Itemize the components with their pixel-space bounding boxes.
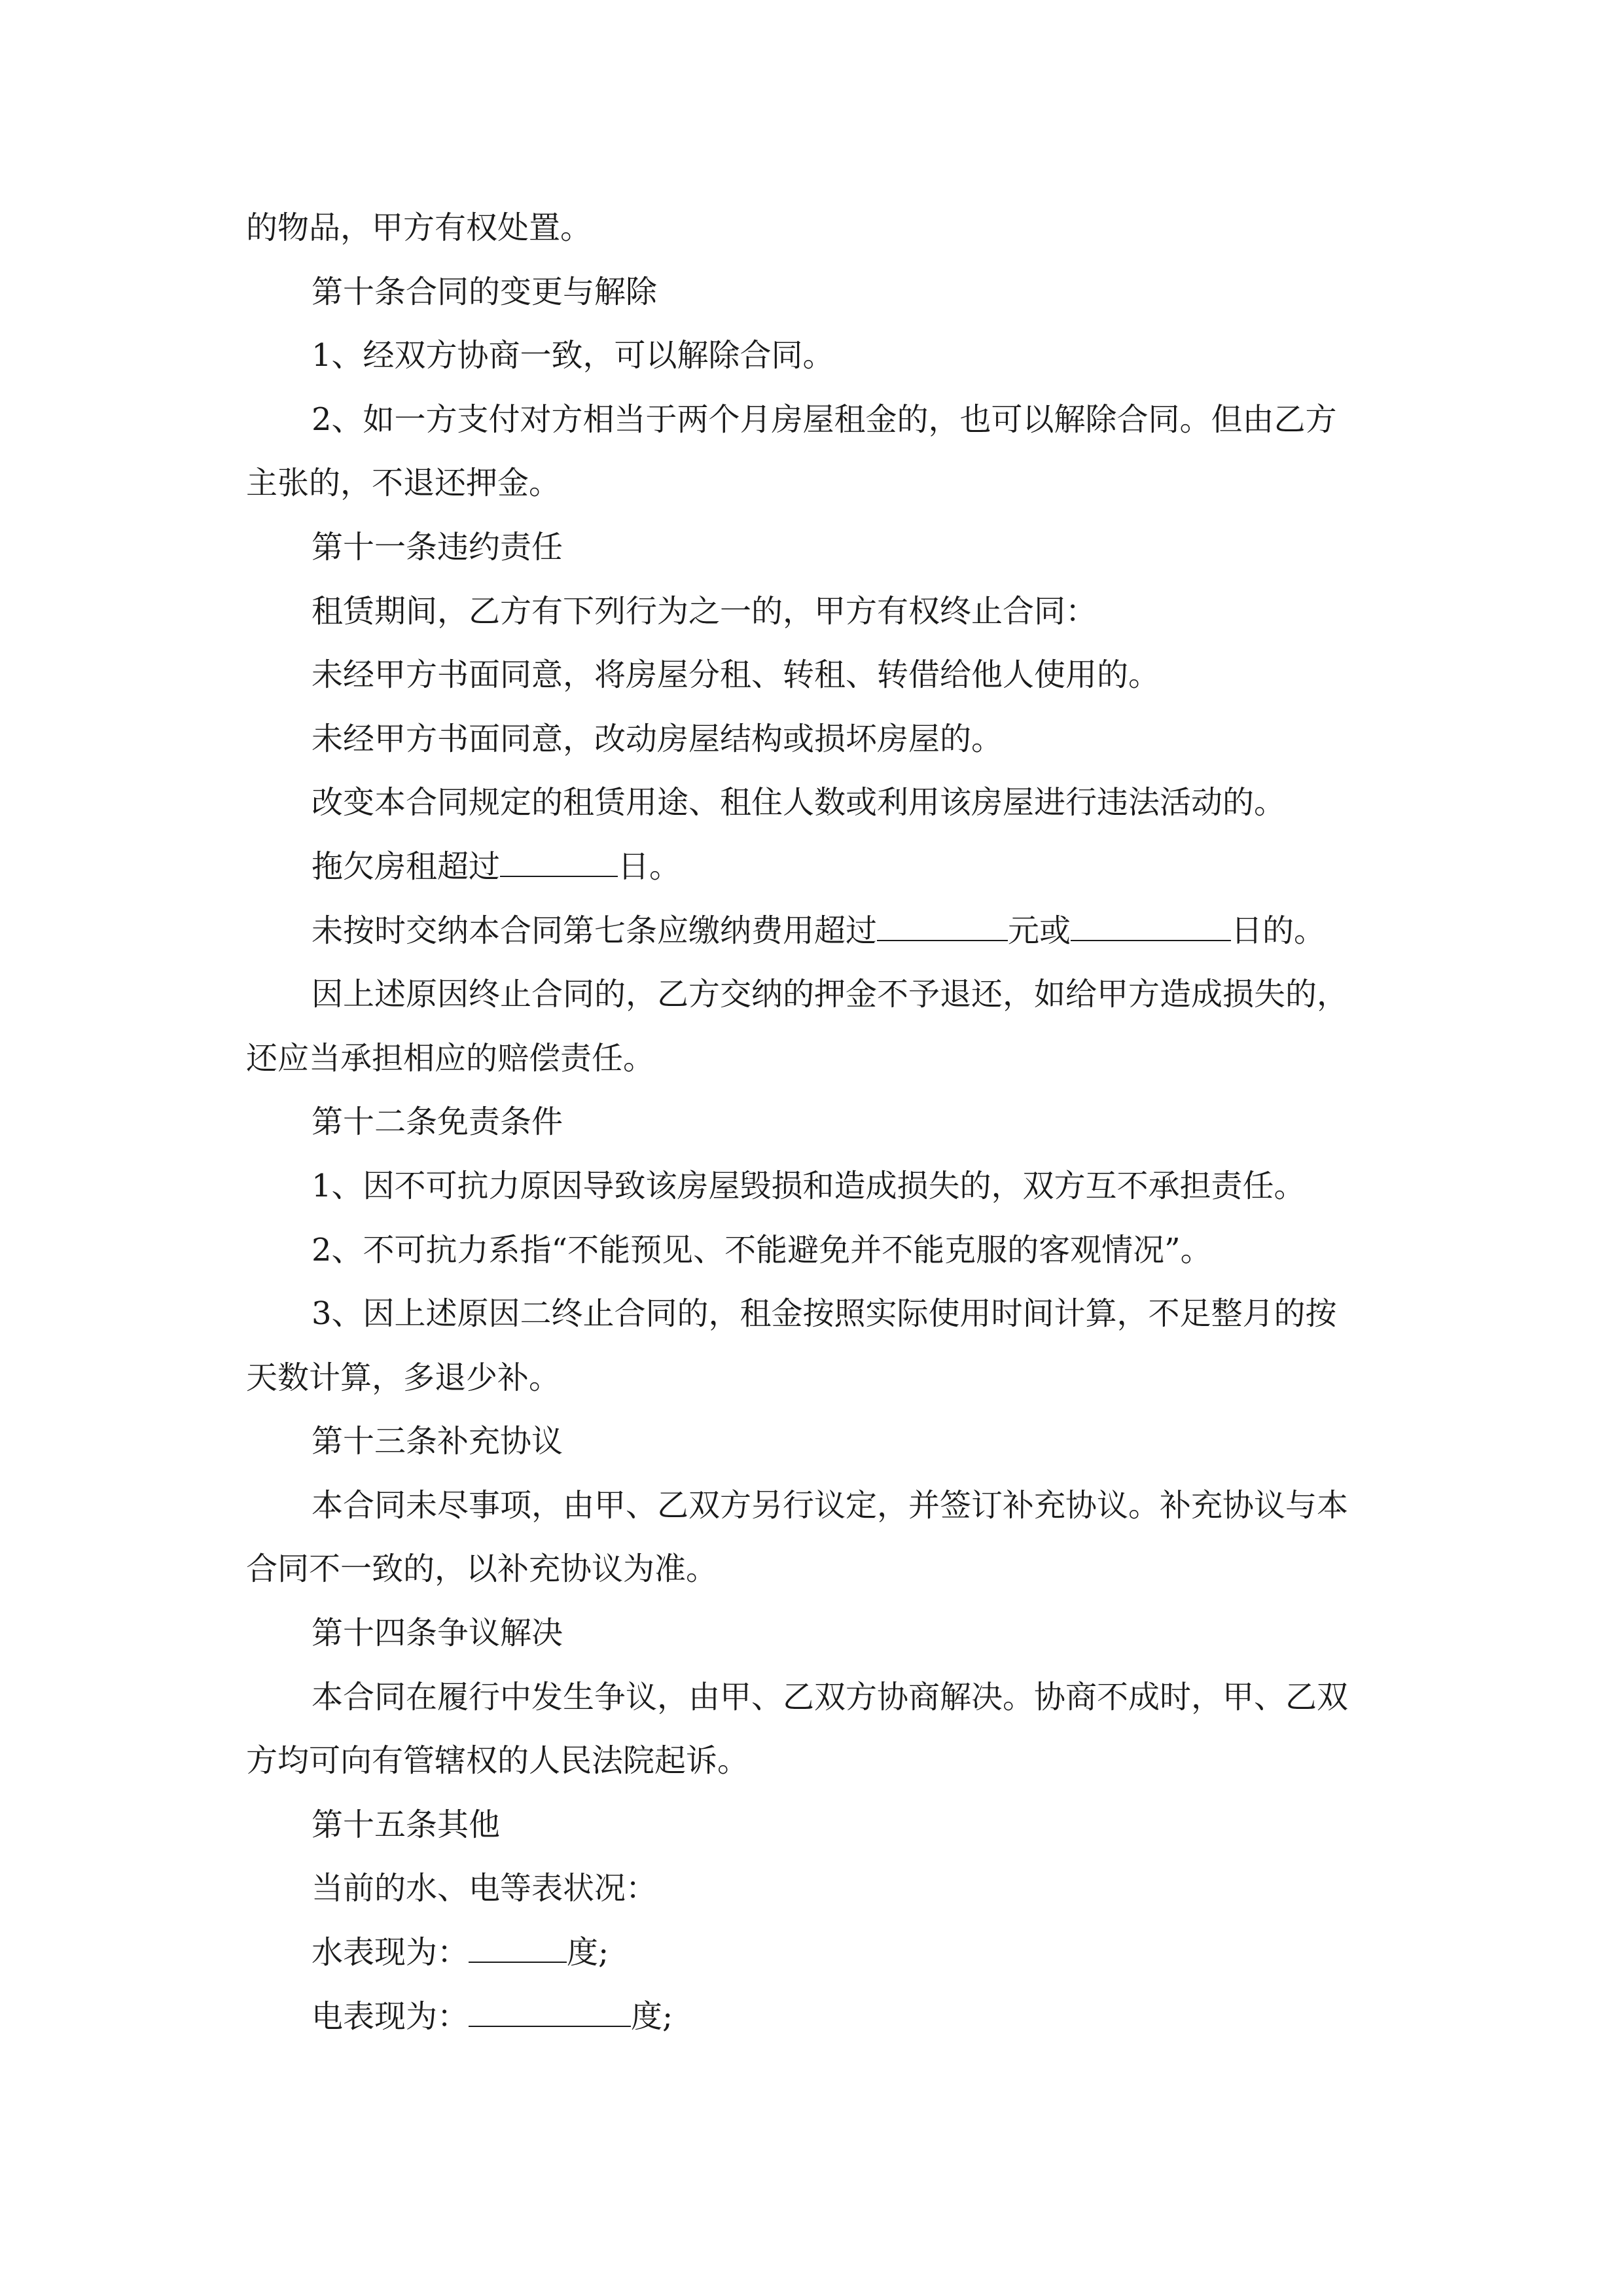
text-segment: 度; — [631, 1998, 673, 2035]
text-segment: 元或 — [1008, 912, 1071, 949]
section-heading: 第十四条争议解决 — [312, 1615, 563, 1652]
text-segment: 电表现为： — [312, 1998, 469, 2035]
paragraph-line: 3、因上述原因二终止合同的，租金按照实际使用时间计算，不足整月的按 — [312, 1295, 1337, 1333]
fill-in-blank[interactable] — [500, 850, 618, 877]
text-segment: 度; — [567, 1934, 609, 1971]
text-segment: 拖欠房租超过 — [312, 848, 501, 885]
paragraph-line — [246, 835, 1398, 899]
paragraph-line — [246, 1921, 1398, 1985]
paragraph-line: 方均可向有管辖权的人民法院起诉。 — [246, 1742, 749, 1780]
paragraph-line: 2、不可抗力系指“不能预见、不能避免并不能克服的客观情况”。 — [312, 1231, 1212, 1268]
section-heading: 第十五条其他 — [312, 1806, 501, 1843]
paragraph-line: 主张的，不退还押金。 — [246, 465, 561, 502]
fill-in-blank[interactable] — [469, 1935, 567, 1963]
section-heading: 第十条合同的变更与解除 — [312, 273, 658, 310]
fill-in-blank[interactable] — [469, 2000, 631, 2027]
text-segment: 日的。 — [1231, 912, 1326, 949]
paragraph-line — [246, 1985, 1398, 2049]
paragraph-line: 本合同未尽事项，由甲、乙双方另行议定，并签订补充协议。补充协议与本 — [312, 1486, 1349, 1524]
paragraph-line: 改变本合同规定的租赁用途、租住人数或利用该房屋进行违法活动的。 — [312, 784, 1286, 821]
paragraph-line: 未经甲方书面同意，改动房屋结构或损坏房屋的。 — [312, 720, 1003, 757]
fill-in-blank[interactable] — [1071, 914, 1231, 941]
paragraph-line: 1、因不可抗力原因导致该房屋毁损和造成损失的，双方互不承担责任。 — [312, 1167, 1306, 1204]
paragraph-line: 未经甲方书面同意，将房屋分租、转租、转借给他人使用的。 — [312, 656, 1160, 694]
paragraph-line — [246, 899, 1398, 963]
paragraph-line: 合同不一致的，以补充协议为准。 — [246, 1551, 718, 1588]
paragraph-line: 2、如一方支付对方相当于两个月房屋租金的，也可以解除合同。但由乙方 — [312, 401, 1337, 438]
paragraph-line: 天数计算，多退少补。 — [246, 1359, 561, 1396]
section-heading: 第十三条补充协议 — [312, 1423, 563, 1460]
fill-in-blank[interactable] — [877, 914, 1008, 941]
paragraph-line: 还应当承担相应的赔偿责任。 — [246, 1039, 655, 1077]
text-segment: 日。 — [618, 848, 681, 885]
paragraph-line: 租赁期间，乙方有下列行为之一的，甲方有权终止合同： — [312, 592, 1097, 630]
paragraph-line: 当前的水、电等表状况： — [312, 1870, 658, 1907]
paragraph-line: 因上述原因终止合同的，乙方交纳的押金不予退还，如给甲方造成损失的， — [312, 976, 1349, 1013]
paragraph-line: 的物品，甲方有权处置。 — [246, 209, 592, 246]
section-heading: 第十二条免责条件 — [312, 1103, 563, 1141]
text-segment: 未按时交纳本合同第七条应缴纳费用超过 — [312, 912, 878, 949]
paragraph-line: 1、经双方协商一致，可以解除合同。 — [312, 337, 834, 374]
document-body — [246, 196, 1398, 2049]
text-segment: 水表现为： — [312, 1934, 469, 1971]
paragraph-line: 本合同在履行中发生争议，由甲、乙双方协商解决。协商不成时，甲、乙双 — [312, 1678, 1349, 1715]
section-heading: 第十一条违约责任 — [312, 528, 563, 565]
